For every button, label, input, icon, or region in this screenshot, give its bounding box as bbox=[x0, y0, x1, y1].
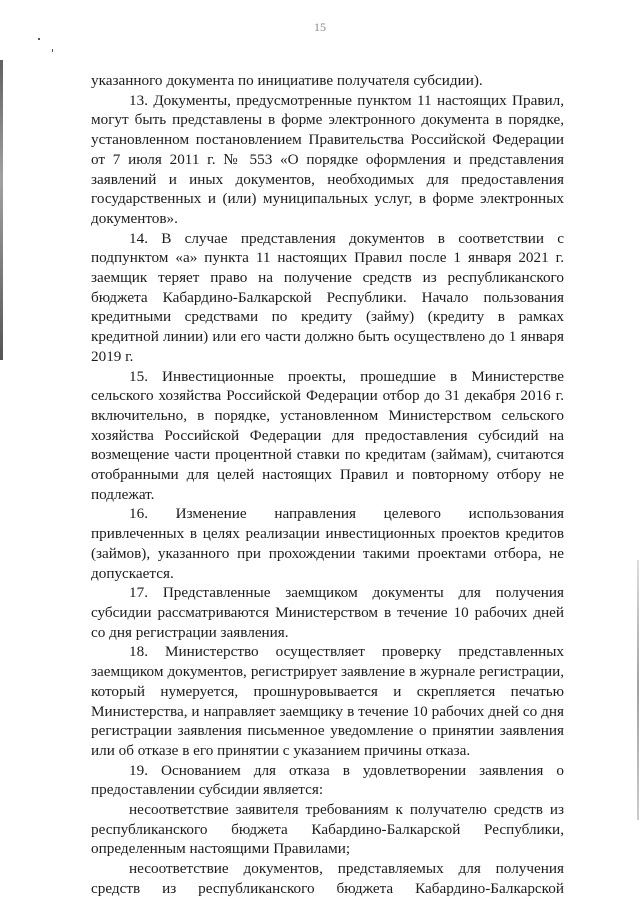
paragraph-13: 13. Документы, предусмотренные пунктом 11 настоящих Правил, могут быть представлены в форме электронного документа в порядке, установленном постановлением Правительства Российской Федерации от 7 июля 2011 г. № 553 «О порядке оформления и представления заявлений и иных документов, необходимых для предоставления государственных и (или) муниципальных услуг, в форме электронных документов». bbox=[91, 91, 564, 227]
paragraph-17: 17. Представленные заемщиком документы для получения субсидии рассматриваются Министерством в течение 10 рабочих дней со дня регистрации заявления. bbox=[91, 584, 564, 641]
paragraph-19-item-2: несоответствие документов, представляемых для получения средств из республиканского бюджета Кабардино-Балкарской bbox=[91, 860, 564, 897]
paragraph-16: 16. Изменение направления целевого использования привлеченных в целях реализации инвестиционных проектов кредитов (займов), указанного при прохождении такими проектами отбора, не допускается. bbox=[91, 505, 564, 582]
paragraph-19: 19. Основанием для отказа в удовлетворении заявления о предоставлении субсидии является: bbox=[91, 761, 564, 799]
document-body bbox=[91, 71, 564, 899]
paragraph-19-item-1: несоответствие заявителя требованиям к получателю средств из республиканского бюджета Кабардино-Балкарской Республики, определенным настоящими Правилами; bbox=[91, 801, 564, 858]
scan-speck bbox=[38, 38, 40, 40]
paragraph-18: 18. Министерство осуществляет проверку представленных заемщиком документов, регистрирует заявление в журнале регистрации, который нумеруется, прошнуровывается и скрепляется печатью Министерства, и направляет заемщику в течение 10 рабочих дней со дня регистрации заявления письменное уведомление о принятии заявления или об отказе в его принятии с указанием причины отказа. bbox=[91, 643, 564, 759]
paragraph-15: 15. Инвестиционные проекты, прошедшие в Министерстве сельского хозяйства Российской Федерации отбор до 31 декабря 2016 г. включительно, в порядке, установленном Министерством сельского хозяйства Российской Федерации для предоставления субсидий на возмещение части процентной ставки по кредитам (займам), считаются отобранными для целей настоящих Правил и повторному отбору не подлежат. bbox=[91, 367, 564, 503]
page-number: 15 bbox=[314, 20, 326, 34]
scan-binding-edge bbox=[0, 60, 3, 360]
paragraph-14: 14. В случае представления документов в соответствии с подпунктом «а» пункта 11 настоящих Правил после 1 января 2021 г. заемщик теряет право на получение средств из республиканского бюджета Кабардино-Балкарской Республики. Начало пользования кредитными средствами по кредиту (займу) (кредиту в рамках кредитной линии) или его части должно быть осуществлено до 1 января 2019 г. bbox=[91, 229, 564, 365]
paragraph-continuation: указанного документа по инициативе получателя субсидии). bbox=[91, 72, 483, 89]
scan-speck bbox=[52, 49, 53, 52]
scan-right-edge bbox=[637, 560, 639, 820]
